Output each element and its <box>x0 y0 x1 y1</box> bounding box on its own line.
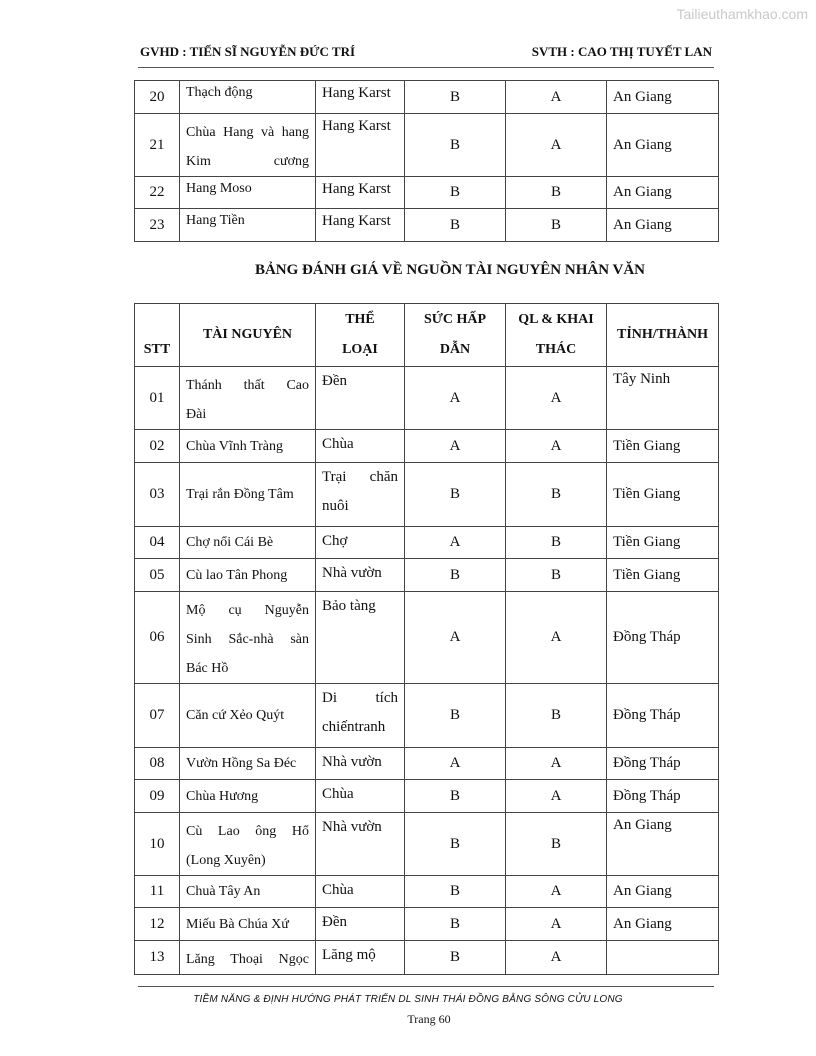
cell-management: A <box>506 81 607 114</box>
type-line: Chùa <box>322 786 354 802</box>
cell-resource-name <box>180 876 316 908</box>
cell-province: An Giang <box>607 81 719 114</box>
resource-name-line: Chuà Tây An <box>186 884 261 899</box>
resource-name-line: Căn cứ Xẻo Quýt <box>186 708 285 723</box>
cell-resource-name: Chùa Hang và hang Kim cương <box>180 114 316 177</box>
cell-attraction: B <box>405 463 506 527</box>
table-row <box>135 780 719 813</box>
table-row <box>135 367 719 430</box>
cell-type <box>316 463 405 527</box>
table-row <box>135 592 719 684</box>
section-title: BẢNG ĐÁNH GIÁ VỀ NGUỒN TÀI NGUYÊN NHÂN VĂN <box>254 262 646 278</box>
cell-attraction: B <box>405 941 506 975</box>
cell-province: Tiền Giang <box>607 463 719 527</box>
header-attraction: SỨC HẤP DẪN <box>405 304 506 367</box>
cell-type <box>316 559 405 592</box>
table-row <box>135 684 719 748</box>
type-line: Trại chăn <box>322 469 398 485</box>
cell-stt: 21 <box>135 114 180 177</box>
cell-type: Hang Karst <box>316 177 405 209</box>
cell-resource-name <box>180 684 316 748</box>
cell-type: Hang Karst <box>316 114 405 177</box>
cell-management: A <box>506 114 607 177</box>
cell-management: A <box>506 430 607 463</box>
cell-stt: 05 <box>135 559 180 592</box>
table-row <box>135 941 719 975</box>
cell-province: An Giang <box>607 876 719 908</box>
cell-attraction: A <box>405 367 506 430</box>
resource-name-line: Sinh Sắc-nhà sàn <box>186 632 309 647</box>
table-row <box>135 813 719 876</box>
cell-management: B <box>506 813 607 876</box>
header-advisor: GVHD : TIẾN SĨ NGUYỄN ĐỨC TRÍ <box>140 44 356 59</box>
cell-resource-name <box>180 367 316 430</box>
type-line: Bảo tàng <box>322 598 376 614</box>
cell-management: B <box>506 527 607 559</box>
type-line: Đền <box>322 373 347 389</box>
cell-stt: 13 <box>135 941 180 975</box>
cell-stt: 08 <box>135 748 180 780</box>
table-row <box>135 209 719 242</box>
resource-name-line: Trại rắn Đồng Tâm <box>186 487 294 502</box>
page-header <box>140 44 712 60</box>
table-row <box>135 908 719 941</box>
table-row <box>135 748 719 780</box>
resource-name-line: Chùa Hương <box>186 788 259 804</box>
type-line: Nhà vườn <box>322 754 382 770</box>
page-number: Trang 60 <box>407 1012 451 1026</box>
cell-resource-name <box>180 813 316 876</box>
cell-province: Đồng Tháp <box>607 684 719 748</box>
cell-management: B <box>506 559 607 592</box>
natural-resource-table <box>134 80 719 242</box>
cell-attraction: B <box>405 559 506 592</box>
cell-resource-name <box>180 780 316 813</box>
cell-province: Đồng Tháp <box>607 592 719 684</box>
footer-divider <box>138 986 714 987</box>
cell-attraction: B <box>405 780 506 813</box>
table-header-row <box>135 304 719 367</box>
cell-management: A <box>506 367 607 430</box>
type-line: Chùa <box>322 882 354 898</box>
cell-stt: 06 <box>135 592 180 684</box>
table-row <box>135 463 719 527</box>
cell-resource-name: Hang Moso <box>180 177 316 209</box>
cell-resource-name <box>180 592 316 684</box>
header-resource: TÀI NGUYÊN <box>180 304 316 367</box>
cell-type <box>316 592 405 684</box>
type-line: chiếntranh <box>322 719 386 735</box>
resource-name-line: Miếu Bà Chúa Xứ <box>186 916 289 932</box>
table-row <box>135 430 719 463</box>
cell-stt: 03 <box>135 463 180 527</box>
cell-stt: 23 <box>135 209 180 242</box>
table-row <box>135 876 719 908</box>
cell-resource-name <box>180 941 316 975</box>
cell-resource-name <box>180 463 316 527</box>
resource-name-line: Cù lao Tân Phong <box>186 567 288 583</box>
cell-management: A <box>506 592 607 684</box>
cell-province: An Giang <box>607 114 719 177</box>
resource-name-line: Thánh thất Cao <box>186 378 309 393</box>
cell-stt: 04 <box>135 527 180 559</box>
resource-name-line: (Long Xuyên) <box>186 853 266 868</box>
cell-resource-name: Hang Tiền <box>180 209 316 242</box>
resource-name-line: Cù Lao ông Hổ <box>186 824 309 839</box>
cell-stt: 20 <box>135 81 180 114</box>
table-row <box>135 527 719 559</box>
cell-type: Hang Karst <box>316 81 405 114</box>
cell-attraction: B <box>405 813 506 876</box>
cell-attraction: B <box>405 684 506 748</box>
type-line: Di tích <box>322 690 398 706</box>
cell-type <box>316 430 405 463</box>
cell-province: Đồng Tháp <box>607 748 719 780</box>
cell-province: Tây Ninh <box>607 367 719 430</box>
table-row <box>135 559 719 592</box>
cell-stt: 09 <box>135 780 180 813</box>
cell-type <box>316 527 405 559</box>
cell-province: An Giang <box>607 813 719 876</box>
header-student: SVTH : CAO THỊ TUYẾT LAN <box>531 44 712 59</box>
type-line: Chợ <box>322 533 348 549</box>
cell-province <box>607 941 719 975</box>
cell-type <box>316 748 405 780</box>
type-line: Lăng mộ <box>322 947 376 963</box>
cell-resource-name <box>180 559 316 592</box>
cell-attraction: A <box>405 592 506 684</box>
cell-type <box>316 684 405 748</box>
cell-resource-name <box>180 527 316 559</box>
cell-resource-name: Thạch động <box>180 81 316 114</box>
cell-attraction: B <box>405 876 506 908</box>
resource-name-line: Lăng Thoại Ngọc <box>186 952 309 967</box>
cell-attraction: A <box>405 527 506 559</box>
cell-resource-name <box>180 748 316 780</box>
cell-attraction: B <box>405 209 506 242</box>
header-type: THỂ LOẠI <box>316 304 405 367</box>
header-management: QL & KHAI THÁC <box>506 304 607 367</box>
footer-title: TIỀM NĂNG & ĐỊNH HƯỚNG PHÁT TRIỂN DL SINH THÁI ĐỒNG BẰNG SÔNG CỬU LONG <box>193 994 623 1005</box>
cell-resource-name <box>180 908 316 941</box>
cell-resource-name <box>180 430 316 463</box>
cell-attraction: B <box>405 908 506 941</box>
type-line: nuôi <box>322 498 349 514</box>
cell-management: A <box>506 748 607 780</box>
resource-name-line: Bác Hồ <box>186 661 229 676</box>
cell-stt: 01 <box>135 367 180 430</box>
resource-name-line: Đài <box>186 407 207 422</box>
watermark: Tailieuthamkhao.com <box>676 6 808 22</box>
cell-management: A <box>506 876 607 908</box>
type-line: Đền <box>322 914 347 930</box>
cell-management: A <box>506 780 607 813</box>
cell-province: Tiền Giang <box>607 430 719 463</box>
cell-management: B <box>506 684 607 748</box>
resource-name-line: Chùa Vĩnh Tràng <box>186 438 283 454</box>
type-line: Nhà vườn <box>322 565 382 581</box>
type-line: Chùa <box>322 436 354 452</box>
cell-attraction: B <box>405 114 506 177</box>
cell-type <box>316 876 405 908</box>
table-row <box>135 81 719 114</box>
cell-stt: 12 <box>135 908 180 941</box>
header-stt: STT <box>135 304 180 367</box>
cell-management: B <box>506 177 607 209</box>
cell-province: Tiền Giang <box>607 527 719 559</box>
table-row <box>135 114 719 177</box>
cell-province: An Giang <box>607 908 719 941</box>
cultural-resource-table <box>134 303 719 975</box>
table-row <box>135 177 719 209</box>
resource-name-line: Vườn Hồng Sa Đéc <box>186 756 297 771</box>
resource-name-line: Mộ cụ Nguyễn <box>186 603 309 618</box>
cell-stt: 22 <box>135 177 180 209</box>
cell-attraction: A <box>405 430 506 463</box>
cell-attraction: B <box>405 81 506 114</box>
cell-management: B <box>506 463 607 527</box>
cell-attraction: A <box>405 748 506 780</box>
cell-management: A <box>506 908 607 941</box>
cell-type <box>316 813 405 876</box>
header-province: TỈNH/THÀNH <box>607 304 719 367</box>
cell-stt: 02 <box>135 430 180 463</box>
cell-province: Tiền Giang <box>607 559 719 592</box>
header-divider <box>138 67 714 68</box>
cell-type <box>316 908 405 941</box>
cell-province: An Giang <box>607 209 719 242</box>
resource-name-line: Chợ nổi Cái Bè <box>186 535 274 550</box>
cell-attraction: B <box>405 177 506 209</box>
cell-management: B <box>506 209 607 242</box>
cell-stt: 07 <box>135 684 180 748</box>
cell-type <box>316 780 405 813</box>
type-line: Nhà vườn <box>322 819 382 835</box>
cell-stt: 11 <box>135 876 180 908</box>
cell-province: Đồng Tháp <box>607 780 719 813</box>
cell-province: An Giang <box>607 177 719 209</box>
cell-management: A <box>506 941 607 975</box>
cell-stt: 10 <box>135 813 180 876</box>
cell-type <box>316 367 405 430</box>
cell-type: Hang Karst <box>316 209 405 242</box>
cell-type <box>316 941 405 975</box>
